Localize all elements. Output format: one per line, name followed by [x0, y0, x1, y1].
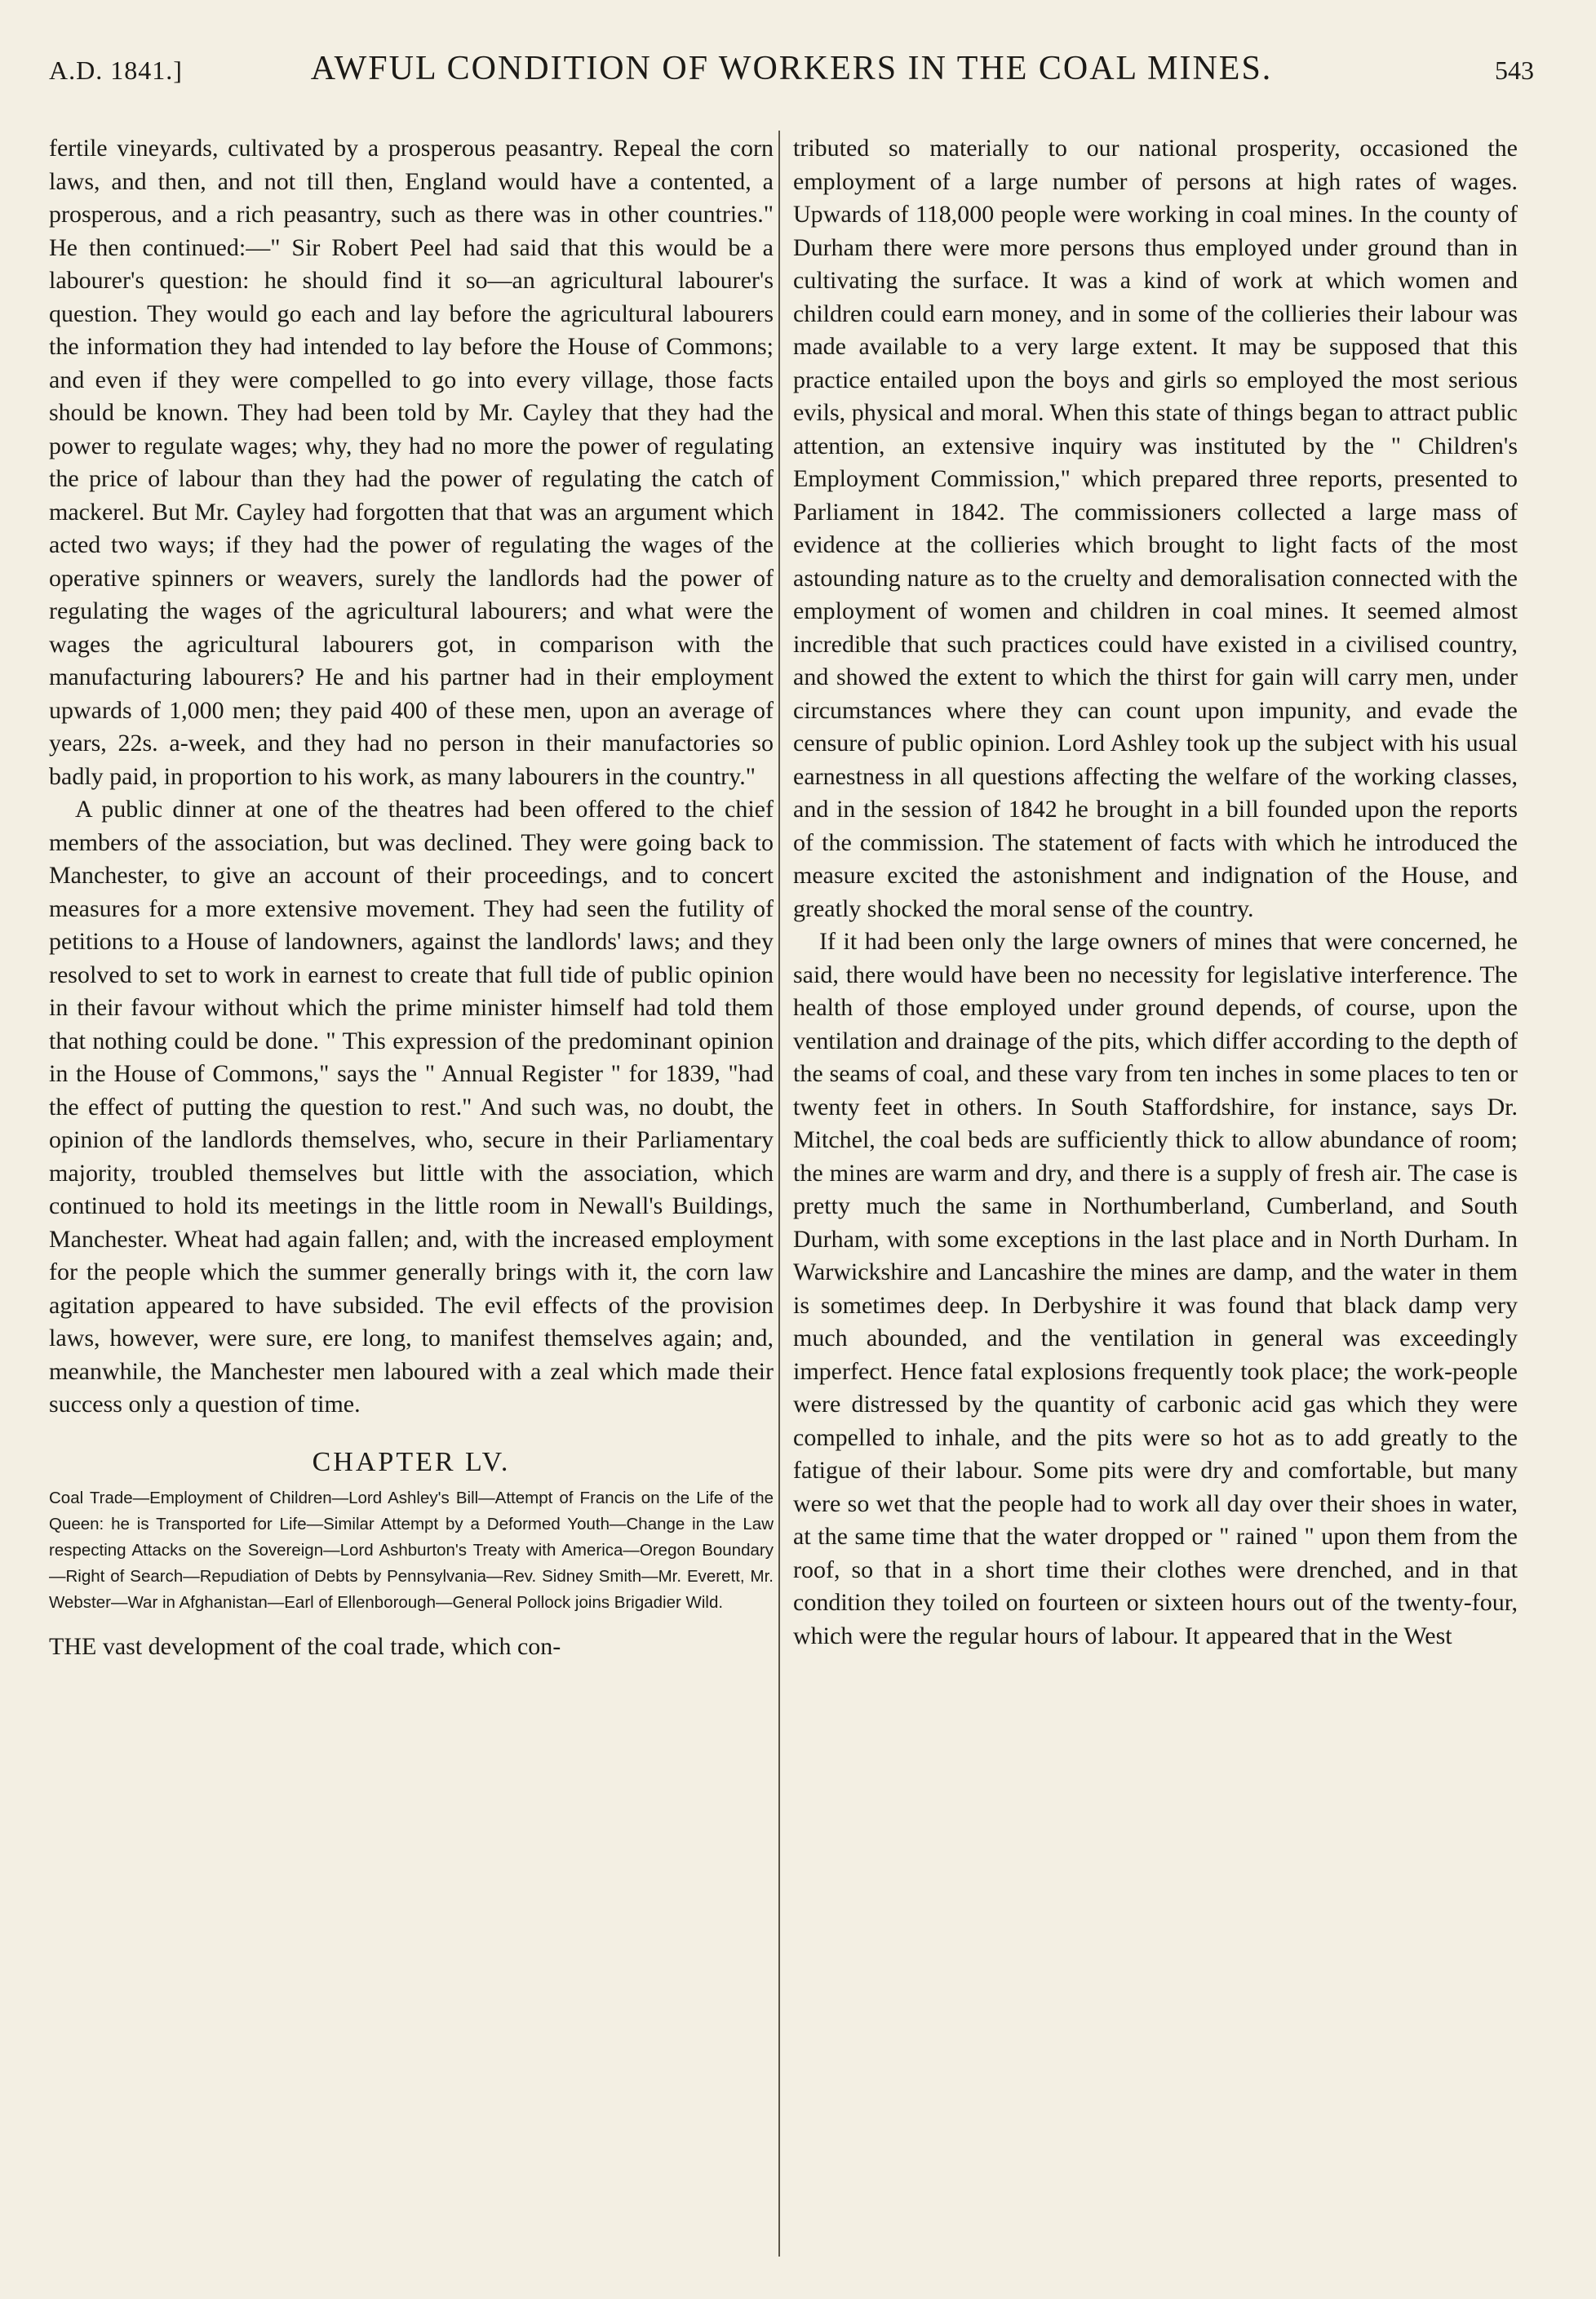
chapter-opening: THE vast development of the coal trade, which con- [49, 1633, 561, 1660]
running-header [49, 49, 1534, 95]
date-label: A.D. 1841.] [49, 55, 183, 85]
left-column [49, 132, 774, 2262]
chapter-heading: CHAPTER LV. [312, 1446, 511, 1477]
right-column [793, 132, 1518, 2262]
chapter-summary: Coal Trade—Employment of Children—Lord Ashley's Bill—Attempt of Francis on the Life of the Queen: he is Transported for Life—Similar Attempt by a Deformed Youth—Change in the Law respecting Attacks on the Sovereign—Lord Ashburton's Treaty with America—Oregon Boundary—Right of Search—Repudiation of Debts by Pennsylvania—Rev. Sidney Smith—Mr. Everett, Mr. Webster—War in Afghanistan—Earl of Ellenborough—General Pollock joins Brigadier Wild. [49, 1489, 774, 1612]
page-title: AWFUL CONDITION OF WORKERS IN THE COAL MINES. [310, 50, 1273, 87]
paragraph: If it had been only the large owners of mines that were concerned, he said, there would have been no necessity for legislative interference. The health of those employed under ground depends, of course, upon the ventilation and drainage of the pits, which differ according to the depth of the seams of coal, and these vary from ten inches in some places to ten or twenty feet in others. In South Staffordshire, for instance, says Dr. Mitchel, the coal beds are sufficiently thick to allow abundance of room; the mines are warm and dry, and there is a supply of fresh air. The case is pretty much the same in Northumberland, Cumberland, and South Durham, with some exceptions in the last place and in North Durham. In Warwickshire and Lancashire the mines are damp, and the water in them is sometimes deep. In Derbyshire it was found that black damp very much abounded, and the ventilation in general was exceedingly imperfect. Hence fatal explosions frequently took place; the work-people were distressed by the quantity of carbonic acid gas which they were compelled to inhale, and the pits were so hot as to add greatly to the fatigue of their labour. Some pits were dry and comfortable, but many were so wet that the people had to work all day over their shoes in water, at the same time that the water dropped or " rained " upon them from the roof, so that in a short time their clothes were drenched, and in that condition they toiled on fourteen or sixteen hours out of the twenty-four, which were the regular hours of labour. It appeared that in the West [793, 928, 1518, 1649]
paragraph: tributed so materially to our national prosperity, occasioned the employment of a large number of persons at high rates of wages. Upwards of 118,000 people were working in coal mines. In the county of Durham there were more persons thus employed under ground than in cultivating the surface. It was a kind of work at which women and children could earn money, and in some of the collieries their labour was made available to a very large extent. It may be supposed that this practice entailed upon the boys and girls so employed the most serious evils, physical and moral. When this state of things began to attract public attention, an extensive inquiry was instituted by the " Children's Employment Commission," which prepared three reports, presented to Parliament in 1842. The commissioners collected a large mass of evidence at the collieries which brought to light facts of the most astounding nature as to the cruelty and demoralisation connected with the employment of women and children in coal mines. It seemed almost incredible that such practices could have existed in a civilised country, and showed the extent to which the thirst for gain will carry men, under circumstances where they can count upon impunity, and evade the censure of public opinion. Lord Ashley took up the subject with his usual earnestness in all questions affecting the welfare of the working classes, and in the session of 1842 he brought in a bill founded upon the reports of the commission. The statement of facts with which he introduced the measure excited the astonishment and indignation of the House, and greatly shocked the moral sense of the country. [793, 135, 1518, 922]
paragraph: fertile vineyards, cultivated by a prosperous peasantry. Repeal the corn laws, and then, and not till then, England would have a contented, a prosperous, and a rich peasantry, such as there was in other countries." He then continued:—" Sir Robert Peel had said that this would be a labourer's question: he should find it so—an agricultural labourer's question. They would go each and lay before the agricultural labourers the information they had intended to lay before the House of Commons; and even if they were compelled to go into every village, those facts should be known. They had been told by Mr. Cayley that they had the power to regulate wages; why, they had no more the power of regulating the price of labour than they had the power of regulating the catch of mackerel. But Mr. Cayley had forgotten that that was an argument which acted two ways; if they had the power of regulating the wages of the operative spinners or weavers, surely the landlords had the power of regulating the wages of the agricultural labourers; and what were the wages the agricultural labourers got, in comparison with the manufacturing labourers? He and his partner had in their employment upwards of 1,000 men; they paid 400 of these men, upon an average of years, 22s. a-week, and they had no person in their manufactories so badly paid, in proportion to his work, as many labourers in the country." [49, 135, 774, 790]
column-divider [778, 131, 780, 2257]
paragraph: A public dinner at one of the theatres had been offered to the chief members of the association, but was declined. They were going back to Manchester, to give an account of their proceedings, and to concert measures for a more extensive movement. They had seen the futility of petitions to a House of landowners, against the landlords' laws; and they resolved to set to work in earnest to create that full tide of public opinion in their favour without which the prime minister himself had told them that nothing could be done. " This expression of the predominant opinion in the House of Commons," says the " Annual Register " for 1839, "had the effect of putting the question to rest." And such was, no doubt, the opinion of the landlords themselves, who, secure in their Parliamentary majority, troubled themselves but little with the association, which continued to hold its meetings in the little room in Newall's Buildings, Manchester. Wheat had again fallen; and, with the increased employment for the people which the summer generally brings with it, the corn law agitation appeared to have subsided. The evil effects of the provision laws, however, were sure, ere long, to manifest themselves again; and, meanwhile, the Manchester men laboured with a zeal which made their success only a question of time. [49, 796, 774, 1418]
page-number: 543 [1495, 55, 1534, 85]
